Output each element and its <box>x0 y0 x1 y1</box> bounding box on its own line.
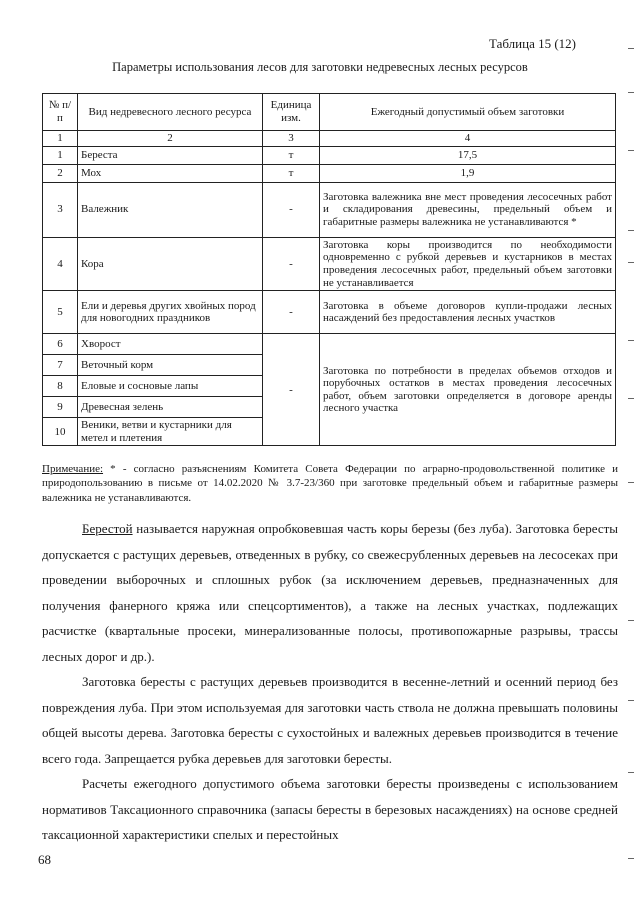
table-row <box>43 237 616 291</box>
volume-cell: 1,9 <box>320 164 616 182</box>
scan-edge-mark <box>628 858 634 859</box>
col-header-number: № п/п <box>43 94 78 131</box>
index-cell: 2 <box>78 131 263 147</box>
body-text <box>42 516 618 848</box>
row-number: 2 <box>43 164 78 182</box>
note-label: Примечание: <box>42 463 104 475</box>
index-cell: 4 <box>320 131 616 147</box>
resource-name: Мох <box>78 164 263 182</box>
table-header-row <box>43 94 616 131</box>
col-header-resource: Вид недревесного лесного ресурса <box>78 94 263 131</box>
group-volume-cell: Заготовка по потребности в пределах объемов отходов и порубочных остатков в местах проведения лесосечных работ, объем заготовки определяется в договоре аренды лесного участка <box>320 334 616 446</box>
scan-edge-mark <box>628 620 634 621</box>
unit-cell: - <box>263 291 320 334</box>
column-index-row <box>43 131 616 147</box>
resource-name: Кора <box>78 237 263 291</box>
volume-cell: Заготовка коры производится по необходимости одновременно с рубкой деревьев и кустарников в местах проведения лесосечных работ, предельный объем заготовки не устанавливается <box>320 237 616 291</box>
term-birch-bark: Берестой <box>82 521 133 536</box>
scan-edge-mark <box>628 150 634 151</box>
row-number: 1 <box>43 146 78 164</box>
scan-edge-mark <box>628 340 634 341</box>
table-row <box>43 291 616 334</box>
resource-name: Валежник <box>78 182 263 237</box>
col-header-volume: Ежегодный допустимый объем заготовки <box>320 94 616 131</box>
table-title: Параметры использования лесов для заготовки недревесных лесных ресурсов <box>112 60 528 74</box>
resource-name: Хворост <box>78 334 263 355</box>
scan-edge-mark <box>628 262 634 263</box>
row-number: 3 <box>43 182 78 237</box>
scan-edge-mark <box>628 48 634 49</box>
table-row <box>43 146 616 164</box>
note-text: * - согласно разъяснениям Комитета Совета Федерации по аграрно-продовольственной политике и природопользованию в письме от 14.02.2020 № 3.7-23/360 при заготовке предельный объем и габаритные размеры валежника не устанавливаются. <box>42 463 618 504</box>
unit-cell: т <box>263 164 320 182</box>
row-number: 7 <box>43 355 78 376</box>
paragraph-harvest-period: Заготовка бересты с растущих деревьев производится в весенне-летний и осенний период без повреждения луба. При этом используемая для заготовки часть ствола не должна превышать половины общей высоты дерева. Заготовка бересты с сухостойных и валежных деревьев производится в течение всего года. Запрещается рубка деревьев для заготовки бересты. <box>42 674 618 766</box>
resource-name: Еловые и сосновые лапы <box>78 376 263 397</box>
paragraph-birch-bark-definition <box>42 516 618 669</box>
volume-cell: Заготовка в объеме договоров купли-продажи лесных насаждений без предоставления лесных участков <box>320 291 616 334</box>
row-number: 8 <box>43 376 78 397</box>
table-note <box>42 462 618 505</box>
parameters-table <box>42 93 616 446</box>
resource-name: Древесная зелень <box>78 397 263 418</box>
page-number: 68 <box>38 852 51 867</box>
resource-name: Ели и деревья других хвойных пород для новогодних праздников <box>78 291 263 334</box>
col-header-unit: Единица изм. <box>263 94 320 131</box>
resource-name: Береста <box>78 146 263 164</box>
paragraph-text: называется наружная опробковевшая часть коры березы (без луба). Заготовка бересты допускается с растущих деревьев, отведенных в рубку, со свежесрубленных деревьев на лесосеках при проведении выборочных и сплошных рубок (за исключением деревьев, предназначенных для получения фанерного кряжа или спецсортиментов), а также на лесных участках, подлежащих расчистке (квартальные просеки, минерализованные полосы, противопожарные разрывы, трассы лесных дорог и др.). <box>42 521 618 664</box>
row-number: 10 <box>43 418 78 446</box>
volume-cell: Заготовка валежника вне мест проведения лесосечных работ и складирования древесины, предельный объем и габаритные размеры валежника не устанавливаются * <box>320 182 616 237</box>
index-cell: 1 <box>43 131 78 147</box>
volume-cell: 17,5 <box>320 146 616 164</box>
row-number: 4 <box>43 237 78 291</box>
resource-name: Веники, ветви и кустарники для метел и плетения <box>78 418 263 446</box>
paragraph-calculation: Расчеты ежегодного допустимого объема заготовки бересты произведены с использованием нормативов Таксационного справочника (запасы бересты в березовых насаждениях) на основе средней таксационной характеристики спелых и перестойных <box>42 776 618 842</box>
row-number: 9 <box>43 397 78 418</box>
table-row <box>43 182 616 237</box>
scan-edge-mark <box>628 398 634 399</box>
row-number: 6 <box>43 334 78 355</box>
resource-name: Веточный корм <box>78 355 263 376</box>
scan-edge-mark <box>628 700 634 701</box>
table-row <box>43 334 616 355</box>
scan-edge-mark <box>628 772 634 773</box>
scan-edge-mark <box>628 230 634 231</box>
scan-edge-mark <box>628 92 634 93</box>
row-number: 5 <box>43 291 78 334</box>
unit-cell: т <box>263 146 320 164</box>
unit-cell: - <box>263 182 320 237</box>
scan-edge-mark <box>628 482 634 483</box>
group-unit-cell: - <box>263 334 320 446</box>
table-row <box>43 164 616 182</box>
unit-cell: - <box>263 237 320 291</box>
index-cell: 3 <box>263 131 320 147</box>
table-reference: Таблица 15 (12) <box>488 36 576 51</box>
